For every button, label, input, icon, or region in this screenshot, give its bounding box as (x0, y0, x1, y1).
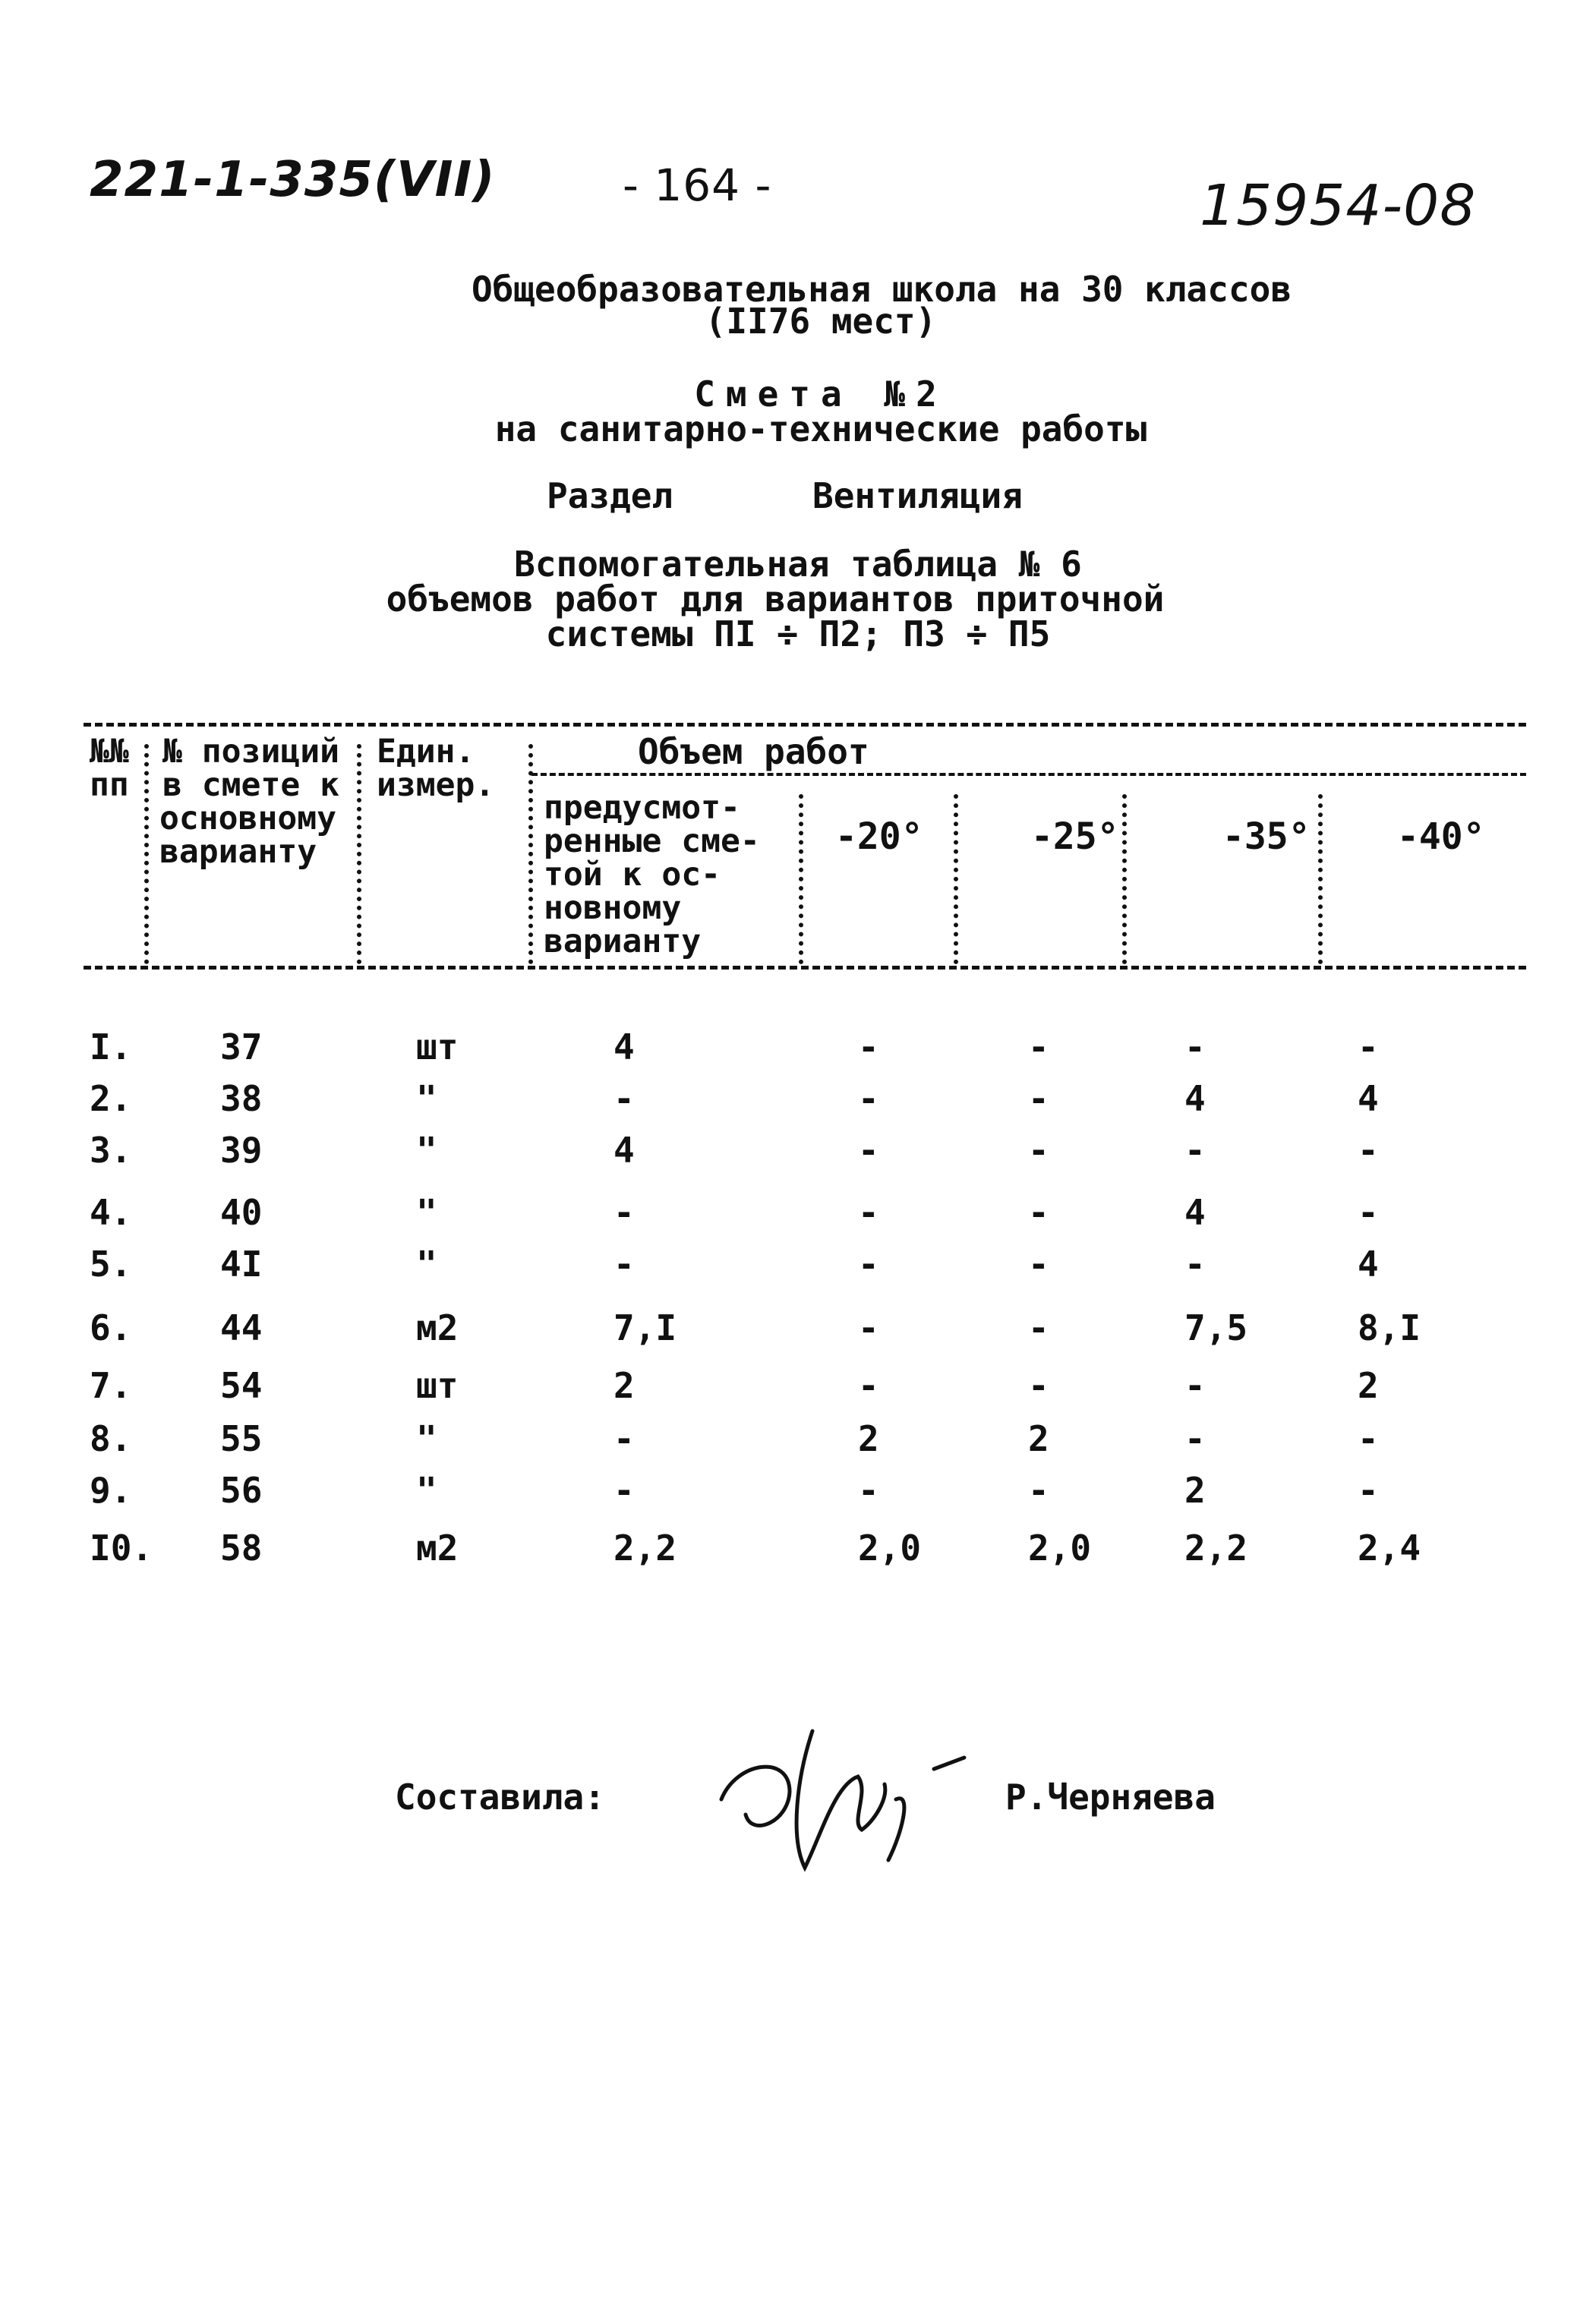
smeta-subtitle: на санитарно-технические работы (494, 408, 1147, 449)
cell-base: 4 (613, 1026, 635, 1067)
cell-unit: шт (416, 1026, 459, 1067)
cell-number: 3. (90, 1130, 132, 1171)
cell-base: 4 (613, 1130, 635, 1171)
cell-minus-35: 2,2 (1184, 1528, 1248, 1569)
cell-unit: " (416, 1078, 437, 1119)
cell-base: - (613, 1192, 635, 1233)
cell-minus-35: - (1184, 1130, 1206, 1171)
cell-minus-35: 4 (1184, 1192, 1206, 1233)
header-col-minus-35: -35° (1222, 815, 1311, 858)
cell-minus-25: - (1028, 1026, 1049, 1067)
header-col-base-2: ренные сме- (544, 822, 760, 860)
header-col-num-2: пп (90, 766, 129, 804)
cell-position: 56 (220, 1470, 263, 1511)
header-col-base-1: предусмот- (544, 789, 740, 827)
signature-label: Составила: (395, 1777, 605, 1818)
table-title-2: объемов работ для вариантов приточной (386, 579, 1165, 620)
section-label: Раздел (547, 475, 673, 516)
cell-number: I. (90, 1026, 132, 1067)
page-number: - 164 - (623, 159, 772, 211)
cell-number: 6. (90, 1307, 132, 1348)
signer-name: Р.Черняева (1005, 1777, 1216, 1818)
cell-minus-25: 2,0 (1028, 1528, 1092, 1569)
cell-unit: шт (416, 1365, 459, 1406)
cell-minus-35: 4 (1184, 1078, 1206, 1119)
section-name: Вентиляция (812, 475, 1023, 516)
cell-unit: " (416, 1470, 437, 1511)
cell-position: 54 (220, 1365, 263, 1406)
header-col-position-1: № позиций (162, 733, 339, 771)
cell-minus-35: - (1184, 1026, 1206, 1067)
cell-minus-20: - (858, 1078, 879, 1119)
cell-minus-25: - (1028, 1130, 1049, 1171)
cell-number: 8. (90, 1418, 132, 1459)
group-header-rule (531, 773, 1526, 776)
cell-number: 4. (90, 1192, 132, 1233)
cell-base: 7,I (613, 1307, 677, 1348)
col-separator-6 (1122, 794, 1127, 964)
cell-minus-40: 2,4 (1358, 1528, 1421, 1569)
header-col-base-3: той к ос- (544, 856, 721, 894)
cell-minus-35: - (1184, 1418, 1206, 1459)
table-top-rule (84, 723, 1526, 727)
header-col-position-3: основному (159, 799, 336, 837)
header-col-base-5: варианту (544, 922, 702, 960)
col-separator-1 (144, 744, 149, 964)
cell-unit: " (416, 1418, 437, 1459)
cell-minus-40: 4 (1358, 1244, 1379, 1285)
cell-base: - (613, 1078, 635, 1119)
title-line-2: (II76 мест) (705, 301, 937, 342)
cell-minus-20: - (858, 1026, 879, 1067)
cell-number: 5. (90, 1244, 132, 1285)
cell-minus-40: - (1358, 1130, 1379, 1171)
cell-minus-20: - (858, 1365, 879, 1406)
cell-minus-20: - (858, 1244, 879, 1285)
cell-minus-25: - (1028, 1365, 1049, 1406)
cell-minus-35: - (1184, 1244, 1206, 1285)
cell-base: 2,2 (613, 1528, 677, 1569)
cell-minus-40: - (1358, 1026, 1379, 1067)
cell-position: 40 (220, 1192, 263, 1233)
cell-base: - (613, 1244, 635, 1285)
smeta-title: Смета №2 (694, 374, 948, 415)
header-group-volume: Объем работ (638, 731, 869, 772)
header-col-minus-20: -20° (835, 815, 923, 858)
header-col-position-4: варианту (159, 833, 317, 871)
header-col-unit-1: Един. (377, 733, 475, 771)
col-separator-3 (528, 744, 533, 964)
cell-position: 39 (220, 1130, 263, 1171)
handwritten-code: 221-1-335(VII) (90, 152, 496, 208)
col-separator-2 (357, 744, 361, 964)
cell-minus-20: 2,0 (858, 1528, 922, 1569)
handwritten-doc-number: 15954-08 (1200, 173, 1477, 238)
cell-position: 58 (220, 1528, 263, 1569)
cell-base: - (613, 1418, 635, 1459)
cell-minus-25: - (1028, 1192, 1049, 1233)
cell-minus-40: - (1358, 1418, 1379, 1459)
cell-minus-40: 4 (1358, 1078, 1379, 1119)
table-title-3: системы ПI ÷ П2; П3 ÷ П5 (545, 613, 1051, 654)
cell-unit: " (416, 1130, 437, 1171)
cell-unit: " (416, 1192, 437, 1233)
cell-position: 38 (220, 1078, 263, 1119)
cell-minus-40: - (1358, 1192, 1379, 1233)
cell-minus-35: 2 (1184, 1470, 1206, 1511)
cell-number: 7. (90, 1365, 132, 1406)
cell-number: 9. (90, 1470, 132, 1511)
header-col-base-4: новному (544, 889, 682, 927)
table-header-bottom-rule (84, 966, 1526, 970)
cell-position: 4I (220, 1244, 263, 1285)
cell-number: 2. (90, 1078, 132, 1119)
cell-unit: м2 (416, 1528, 459, 1569)
table-title-1: Вспомогательная таблица № 6 (514, 544, 1082, 585)
header-col-position-2: в смете к (162, 766, 339, 804)
cell-position: 55 (220, 1418, 263, 1459)
cell-unit: м2 (416, 1307, 459, 1348)
col-separator-5 (954, 794, 958, 964)
cell-minus-25: - (1028, 1078, 1049, 1119)
cell-minus-20: - (858, 1470, 879, 1511)
cell-minus-40: 8,I (1358, 1307, 1421, 1348)
handwritten-signature (706, 1685, 1010, 1883)
header-col-minus-40: -40° (1397, 815, 1485, 858)
cell-minus-20: - (858, 1307, 879, 1348)
cell-minus-20: - (858, 1130, 879, 1171)
col-separator-4 (799, 794, 803, 964)
header-col-unit-2: измер. (377, 766, 495, 804)
cell-number: I0. (90, 1528, 153, 1569)
title-line-1: Общеобразовательная школа на 30 классов (471, 269, 1292, 310)
header-col-minus-25: -25° (1031, 815, 1119, 858)
cell-position: 37 (220, 1026, 263, 1067)
cell-base: 2 (613, 1365, 635, 1406)
cell-position: 44 (220, 1307, 263, 1348)
cell-minus-35: 7,5 (1184, 1307, 1248, 1348)
cell-minus-20: - (858, 1192, 879, 1233)
cell-unit: " (416, 1244, 437, 1285)
cell-base: - (613, 1470, 635, 1511)
cell-minus-20: 2 (858, 1418, 879, 1459)
cell-minus-25: - (1028, 1470, 1049, 1511)
col-separator-7 (1318, 794, 1323, 964)
header-col-num-1: №№ (90, 733, 129, 771)
cell-minus-25: 2 (1028, 1418, 1049, 1459)
cell-minus-25: - (1028, 1244, 1049, 1285)
cell-minus-35: - (1184, 1365, 1206, 1406)
cell-minus-40: 2 (1358, 1365, 1379, 1406)
cell-minus-25: - (1028, 1307, 1049, 1348)
cell-minus-40: - (1358, 1470, 1379, 1511)
